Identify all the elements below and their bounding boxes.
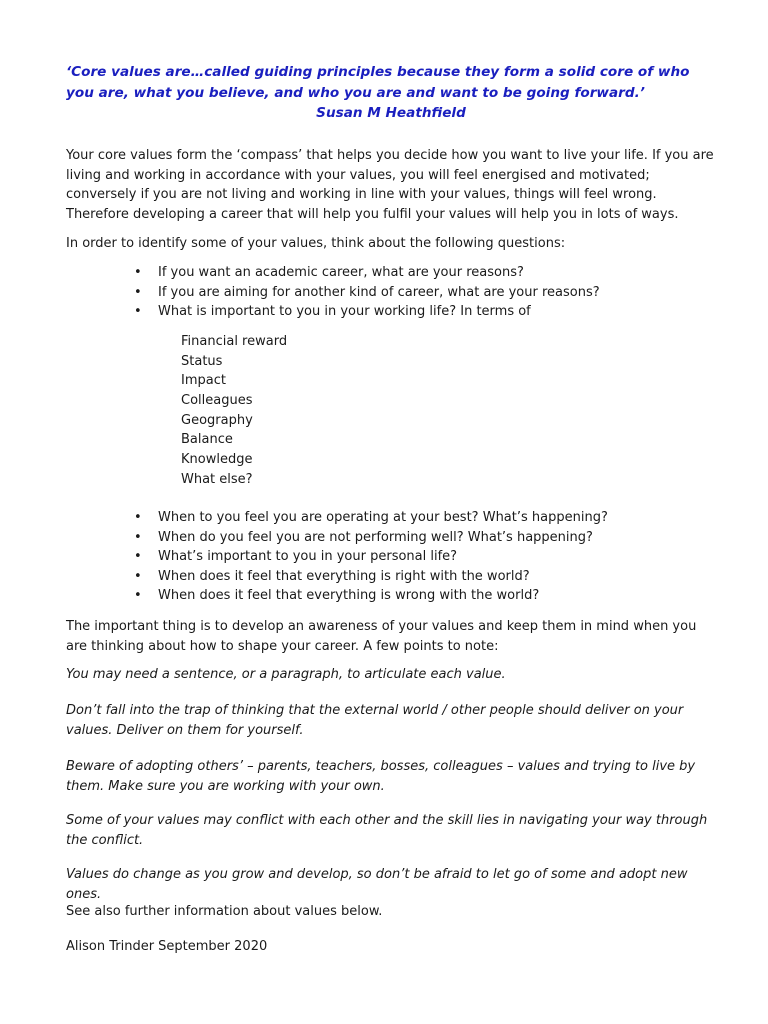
intro-paragraph: Your core values form the ‘compass’ that helps you decide how you want to live your life. If you are living and working in accordance with your values, you will feel energised and motivated; conversely if you are not living and working in line with your values, things will feel wrong. Therefore developing a career that will help you fulfil your values will help you in lots of ways. bbox=[66, 148, 714, 222]
point-others-values: Beware of adopting others’ – parents, teachers, bosses, colleagues – values and trying to live by them. Make sure you are working with your own. bbox=[66, 759, 696, 794]
list-item: • When to you feel you are operating at your best? What’s happening? bbox=[66, 508, 716, 528]
questions-list-first bbox=[66, 263, 716, 322]
term-item: Status bbox=[181, 353, 223, 369]
opening-quote bbox=[66, 62, 716, 124]
point-values-change: Values do change as you grow and develop, so don’t be afraid to let go of some and adopt new ones. bbox=[66, 867, 688, 902]
point-conflict: Some of your values may conflict with each other and the skill lies in navigating your way through the conflict. bbox=[66, 813, 708, 848]
working-life-terms bbox=[181, 332, 287, 489]
term-item: What else? bbox=[181, 471, 253, 487]
point-articulate: You may need a sentence, or a paragraph, to articulate each value. bbox=[66, 667, 506, 682]
term-item: Knowledge bbox=[181, 451, 253, 467]
list-item: • When does it feel that everything is wrong with the world? bbox=[66, 586, 716, 606]
list-item: • If you want an academic career, what are your reasons? bbox=[66, 263, 716, 283]
list-item: • What’s important to you in your personal life? bbox=[66, 547, 716, 567]
term-item: Financial reward bbox=[181, 334, 288, 349]
signature: Alison Trinder September 2020 bbox=[66, 939, 268, 954]
questions-intro: In order to identify some of your values, think about the following questions: bbox=[66, 236, 566, 251]
term-item: Colleagues bbox=[181, 392, 253, 408]
term-item: Balance bbox=[181, 432, 233, 448]
list-item: • When does it feel that everything is right with the world? bbox=[66, 567, 716, 587]
quote-text: ‘Core values are…called guiding principles because they form a solid core of who you are, what you believe, and who you are and want to be going forward.’ bbox=[66, 64, 690, 101]
awareness-paragraph: The important thing is to develop an awareness of your values and keep them in mind when you are thinking about how to shape your career. A few points to note: bbox=[66, 619, 697, 654]
see-also-note: See also further information about values below. bbox=[66, 904, 383, 919]
questions-list-second bbox=[66, 508, 716, 606]
term-item: Impact bbox=[181, 373, 226, 389]
point-external-world: Don’t fall into the trap of thinking that the external world / other people should deliver on your values. Deliver on them for yourself. bbox=[66, 703, 684, 738]
list-item: • What is important to you in your working life? In terms of bbox=[66, 302, 716, 322]
list-item: • When do you feel you are not performing well? What’s happening? bbox=[66, 528, 716, 548]
term-item: Geography bbox=[181, 412, 253, 428]
list-item: • If you are aiming for another kind of career, what are your reasons? bbox=[66, 283, 716, 303]
quote-author: Susan M Heathfield bbox=[316, 105, 466, 122]
